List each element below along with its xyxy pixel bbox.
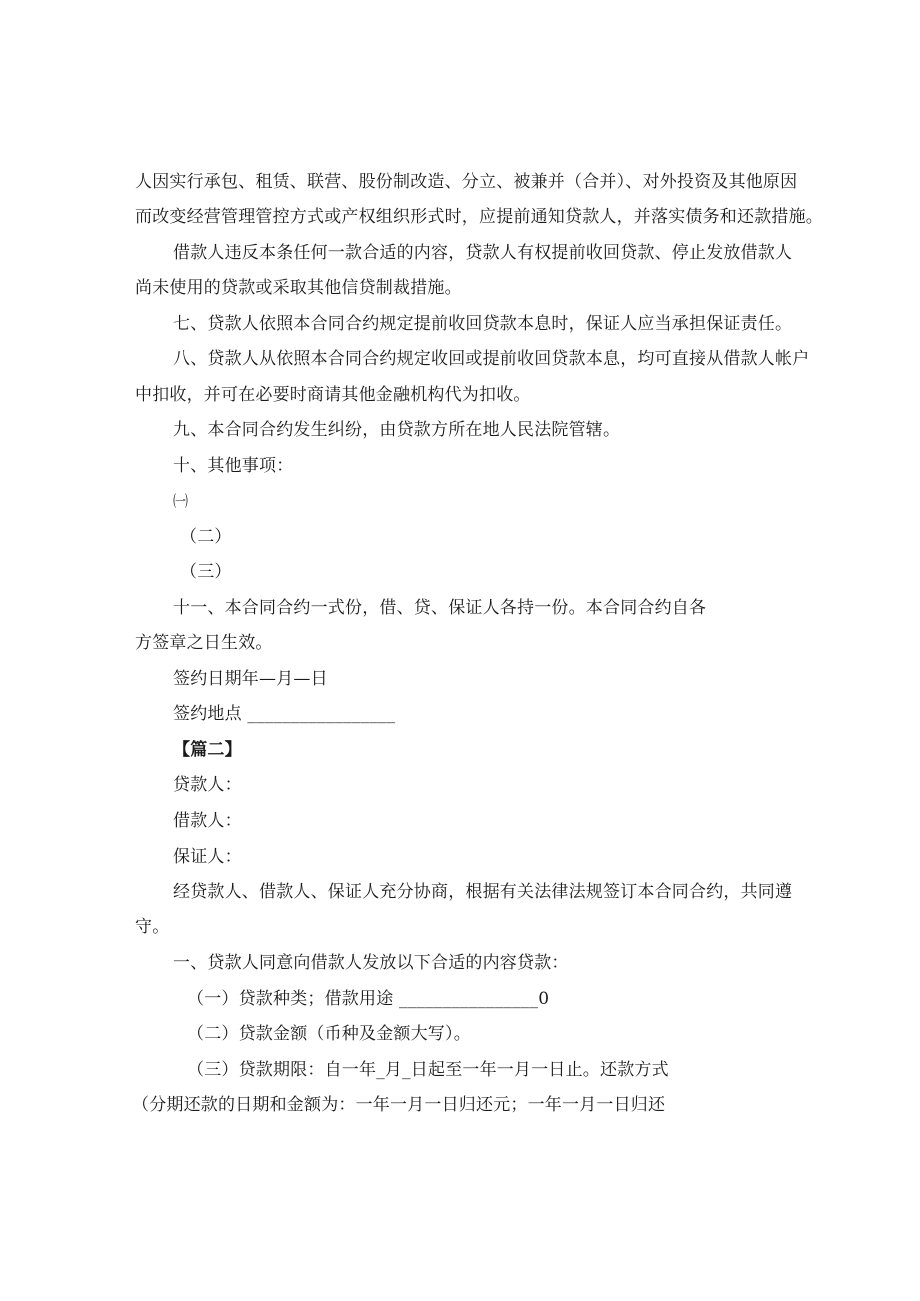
paragraph-line: 尚未使用的贷款或采取其他信贷制裁措施。	[135, 278, 462, 298]
signing-date: 签约日期年—月—日	[173, 669, 328, 689]
signing-place: 签约地点 _________________	[173, 704, 396, 724]
paragraph-line: 守。	[135, 917, 170, 937]
clause-10: 十、其他事项：	[173, 456, 294, 476]
clause-1: 一、贷款人同意向借款人发放以下合适的内容贷款：	[173, 953, 569, 973]
paragraph-line: 而改变经营管理管控方式或产权组织形式时，应提前通知贷款人，并落实债务和还款措施。	[135, 207, 823, 227]
guarantor-label: 保证人：	[173, 847, 242, 867]
loan-term-line: （三）贷款期限：自一年_月_日起至一年一月一日止。还款方式	[187, 1060, 669, 1080]
clause-8: 八、贷款人从依照本合同合约规定收回或提前收回贷款本息，均可直接从借款人帐户	[173, 349, 810, 369]
borrower-label: 借款人：	[173, 811, 242, 831]
clause-7: 七、贷款人依照本合同合约规定提前收回贷款本息时，保证人应当承担保证责任。	[173, 314, 793, 334]
paragraph-line: 人因实行承包、租赁、联营、股份制改造、分立、被兼并（合并）、对外投资及其他原因	[135, 172, 798, 192]
lender-label: 贷款人：	[173, 775, 242, 795]
intro-paragraph: 经贷款人、借款人、保证人充分协商，根据有关法律法规签订本合同合约，共同遵	[173, 882, 793, 902]
clause-9: 九、本合同合约发生纠纷，由贷款方所在地人民法院管辖。	[173, 420, 621, 440]
sub-item-1: ㈠	[173, 492, 189, 510]
sub-item-2: （二）	[180, 527, 232, 547]
clause-11: 十一、本合同合约一式份，借、贷、保证人各持一份。本合同合约自各	[173, 598, 707, 618]
paragraph-line: 方签章之日生效。	[135, 633, 273, 653]
paragraph-line: 中扣收，并可在必要时商请其他金融机构代为扣收。	[135, 385, 531, 405]
paragraph-line: 借款人违反本条任何一款合适的内容，贷款人有权提前收回贷款、停止发放借款人	[173, 243, 793, 263]
loan-type-line: （一）贷款种类；借款用途 ________________0	[187, 989, 550, 1009]
section-heading: 【篇二】	[173, 740, 242, 760]
sub-item-3: （三）	[180, 562, 232, 582]
installment-line: （分期还款的日期和金额为：一年一月一日归还元；一年一月一日归还	[132, 1095, 666, 1115]
loan-amount-line: （二）贷款金额（币种及金额大写）。	[187, 1024, 471, 1044]
